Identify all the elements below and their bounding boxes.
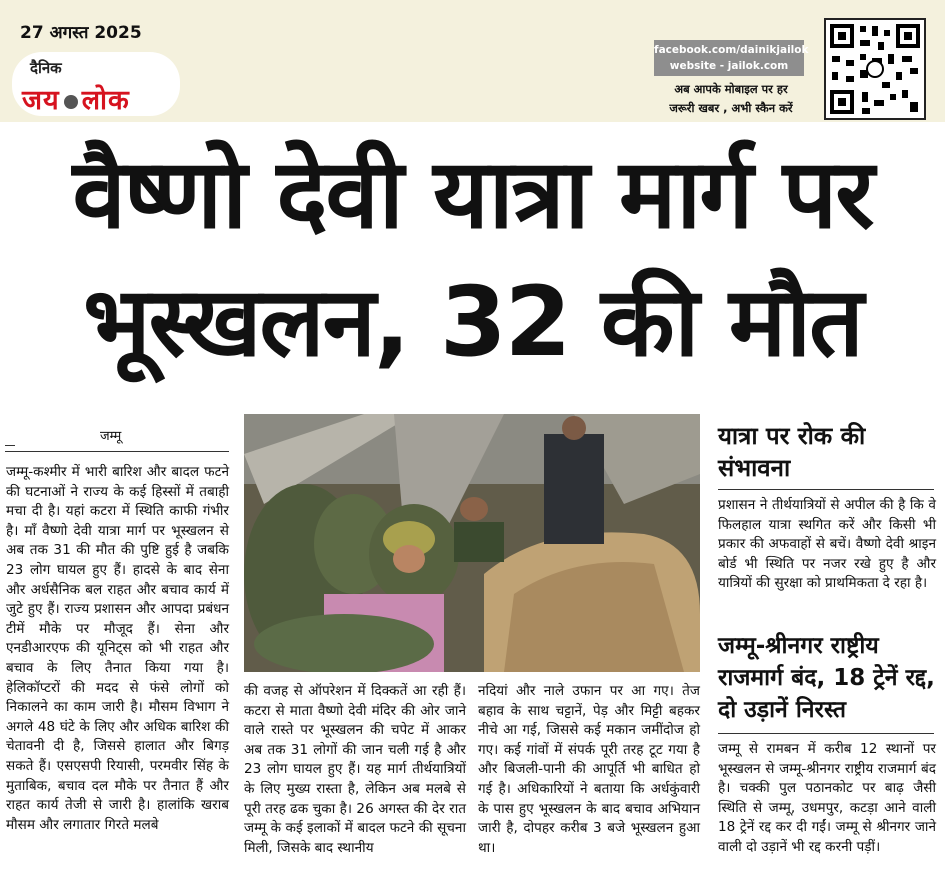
- scan-prompt-line-2: जरूरी खबर , अभी स्कैन करें: [669, 101, 793, 115]
- sidebar-story-1-body: प्रशासन ने तीर्थयात्रियों से अपील की है कि वे फिलहाल यात्रा स्थगित करें और किसी भी प्रकार की अफवाहों से बचें। वैष्णो देवी श्राइन बोर्ड भी स्थिति पर नजर रखे हुए है और यात्रियों की सुरक्षा को प्राथमिकता दे रहा है।: [718, 497, 936, 592]
- dateline-dash: [5, 445, 15, 446]
- sidebar-story-2-title: जम्मू-श्रीनगर राष्ट्रीय राजमार्ग बंद, 18 ट्रेनें रद्द, दो उड़ानें निरस्त: [718, 633, 935, 723]
- website-link[interactable]: website - jailok.com: [669, 60, 789, 72]
- logo-globe-icon: [64, 95, 78, 109]
- dateline-rule: [5, 451, 229, 452]
- facebook-link[interactable]: facebook.com/dainikjailok: [654, 44, 809, 56]
- logo-name-left: जय: [22, 85, 60, 116]
- scan-prompt: [652, 80, 810, 118]
- sidebar-story-2-body: जम्मू से रामबन में करीब 12 स्थानों पर भूस्खलन से जम्मू-श्रीनगर राष्ट्रीय राजमार्ग बंद है। चक्की पुल पठानकोट पर बाढ़ जैसी स्थिति से जम्मू, उधमपुर, कटड़ा आने वाली 18 ट्रेनें रद्द कर दी गईं। जम्मू से श्रीनगर जाने वाली दो उड़ानें भी रद्द करनी पड़ीं।: [718, 741, 936, 855]
- dateline: जम्मू: [100, 429, 122, 444]
- logo-prefix: दैनिक: [30, 59, 62, 77]
- masthead: [0, 0, 945, 122]
- main-headline: [0, 130, 945, 386]
- social-links: [654, 40, 809, 76]
- newspaper-logo: [12, 52, 180, 116]
- headline-line-1: वैष्णो देवी यात्रा मार्ग पर: [72, 138, 873, 250]
- qr-code-icon[interactable]: [824, 18, 926, 120]
- article-column-1: जम्मू-कश्मीर में भारी बारिश और बादल फटने की घटनाओं ने राज्य के कई हिस्सों में तबाही मचा दी है। यहां कटरा में स्थिति काफी गंभीर है। माँ वैष्णो देवी यात्रा मार्ग पर भूस्खलन से अब तक 31 की मौत की पुष्टि हुई है जबकि 23 लोग घायल हुए हैं। हादसे के बाद सेना और अर्धसैनिक बल राहत और बचाव कार्य में जुटे हुए हैं। राज्य प्रशासन और आपदा प्रबंधन टीमें मौके पर मौजूद हैं। सेना और एनडीआरएफ की यूनिट्स को भी राहत और बचाव के लिए तैनात किया गया है। हेलिकॉप्टरों की मदद से फंसे लोगों को निकालने का काम जारी है। मौसम विभाग ने अगले 48 घंटे के लिए और अधिक बारिश की चेतावनी दी है, जिससे हालात और बिगड़ सकते हैं। एसएसपी रियासी, परमवीर सिंह के मुताबिक, बचाव दल मौके पर तैनात हैं और राहत कार्य तेजी से जारी है। हालांकि खराब मौसम और लगातार गिरते मलबे: [6, 464, 229, 833]
- article-column-2: की वजह से ऑपरेशन में दिक्कतें आ रही हैं। कटरा से माता वैष्णो देवी मंदिर की ओर जाने वाले रास्ते पर भूस्खलन की चपेट में आकर अब तक 31 लोगों की जान चली गई है और 23 लोग घायल हुए हैं। यह मार्ग तीर्थयात्रियों के लिए मुख्य रास्ता है, लेकिन अब मलबे से पूरी तरह ढक चुका है। 26 अगस्त की देर रात जम्मू के कई इलाकों में बादल फटने की सूचना मिली, जिसके बाद स्थानीय: [244, 683, 466, 856]
- rescue-photo: [244, 414, 700, 672]
- sidebar-rule-1: [718, 489, 934, 490]
- logo-name-right: लोक: [81, 85, 130, 116]
- headline-line-2: भूस्खलन, 32 की मौत: [83, 266, 862, 378]
- issue-date: 27 अगस्त 2025: [20, 23, 142, 43]
- article-column-3: नदियां और नाले उफान पर आ गए। तेज बहाव के साथ चट्टानें, पेड़ और मिट्टी बहकर नीचे आ गई, जिससे कई मकान जमींदोज हो गए। कई गांवों में संपर्क पूरी तरह टूट गया है और बिजली-पानी की आपूर्ति भी बाधित हो गई है। अधिकारियों ने बताया कि अर्धकुंवारी के पास हुए भूस्खलन के बाद बचाव अभियान जारी है, दोपहर करीब 3 बजे भूस्खलन हुआ था।: [478, 683, 700, 856]
- sidebar-rule-2: [718, 733, 934, 734]
- scan-prompt-line-1: अब आपके मोबाइल पर हर: [674, 82, 788, 96]
- logo-name: [22, 80, 130, 117]
- sidebar-story-1-title: यात्रा पर रोक की संभावना: [718, 422, 866, 482]
